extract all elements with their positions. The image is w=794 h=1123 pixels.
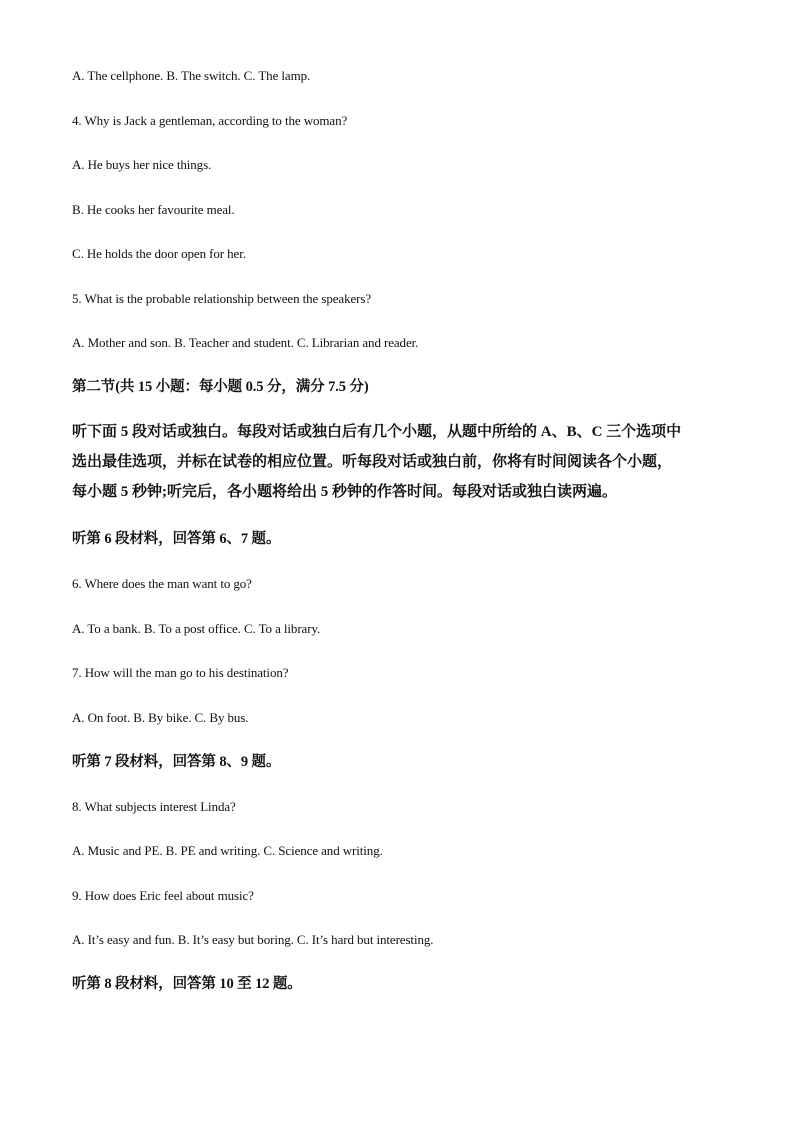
section-two-instructions — [72, 417, 732, 507]
q3-options: A. The cellphone. B. The switch. C. The lamp. — [72, 68, 311, 83]
q6-options: A. To a bank. B. To a post office. C. To a library. — [72, 621, 321, 636]
q7-options: A. On foot. B. By bike. C. By bus. — [72, 710, 249, 725]
passage-7-heading: 听第 7 段材料，回答第 8、9 题。 — [72, 754, 281, 770]
section-two-heading: 第二节(共 15 小题：每小题 0.5 分，满分 7.5 分) — [72, 379, 369, 395]
q7-question: 7. How will the man go to his destination? — [72, 665, 289, 680]
q8-options: A. Music and PE. B. PE and writing. C. Science and writing. — [72, 843, 383, 858]
q9-options: A. It’s easy and fun. B. It’s easy but boring. C. It’s hard but interesting. — [72, 932, 434, 947]
instructions-line-1: 听下面 5 段对话或独白。每段对话或独白后有几个小题，从题中所给的 A、B、C 三个选项中 — [72, 424, 682, 440]
q4-option-a: A. He buys her nice things. — [72, 157, 212, 172]
instructions-line-2: 选出最佳选项，并标在试卷的相应位置。听每段对话或独白前，你将有时间阅读各个小题， — [72, 454, 673, 470]
q5-options: A. Mother and son. B. Teacher and student. C. Librarian and reader. — [72, 335, 419, 350]
q6-question: 6. Where does the man want to go? — [72, 576, 252, 591]
q9-question: 9. How does Eric feel about music? — [72, 888, 254, 903]
passage-6-heading: 听第 6 段材料，回答第 6、7 题。 — [72, 531, 281, 547]
q5-question: 5. What is the probable relationship between the speakers? — [72, 291, 371, 306]
q4-question: 4. Why is Jack a gentleman, according to the woman? — [72, 113, 348, 128]
q4-option-c: C. He holds the door open for her. — [72, 246, 246, 261]
instructions-line-3: 每小题 5 秒钟;听完后，各小题将给出 5 秒钟的作答时间。每段对话或独白读两遍。 — [72, 484, 617, 500]
passage-8-heading: 听第 8 段材料，回答第 10 至 12 题。 — [72, 976, 302, 992]
q4-option-b: B. He cooks her favourite meal. — [72, 202, 235, 217]
q8-question: 8. What subjects interest Linda? — [72, 799, 236, 814]
